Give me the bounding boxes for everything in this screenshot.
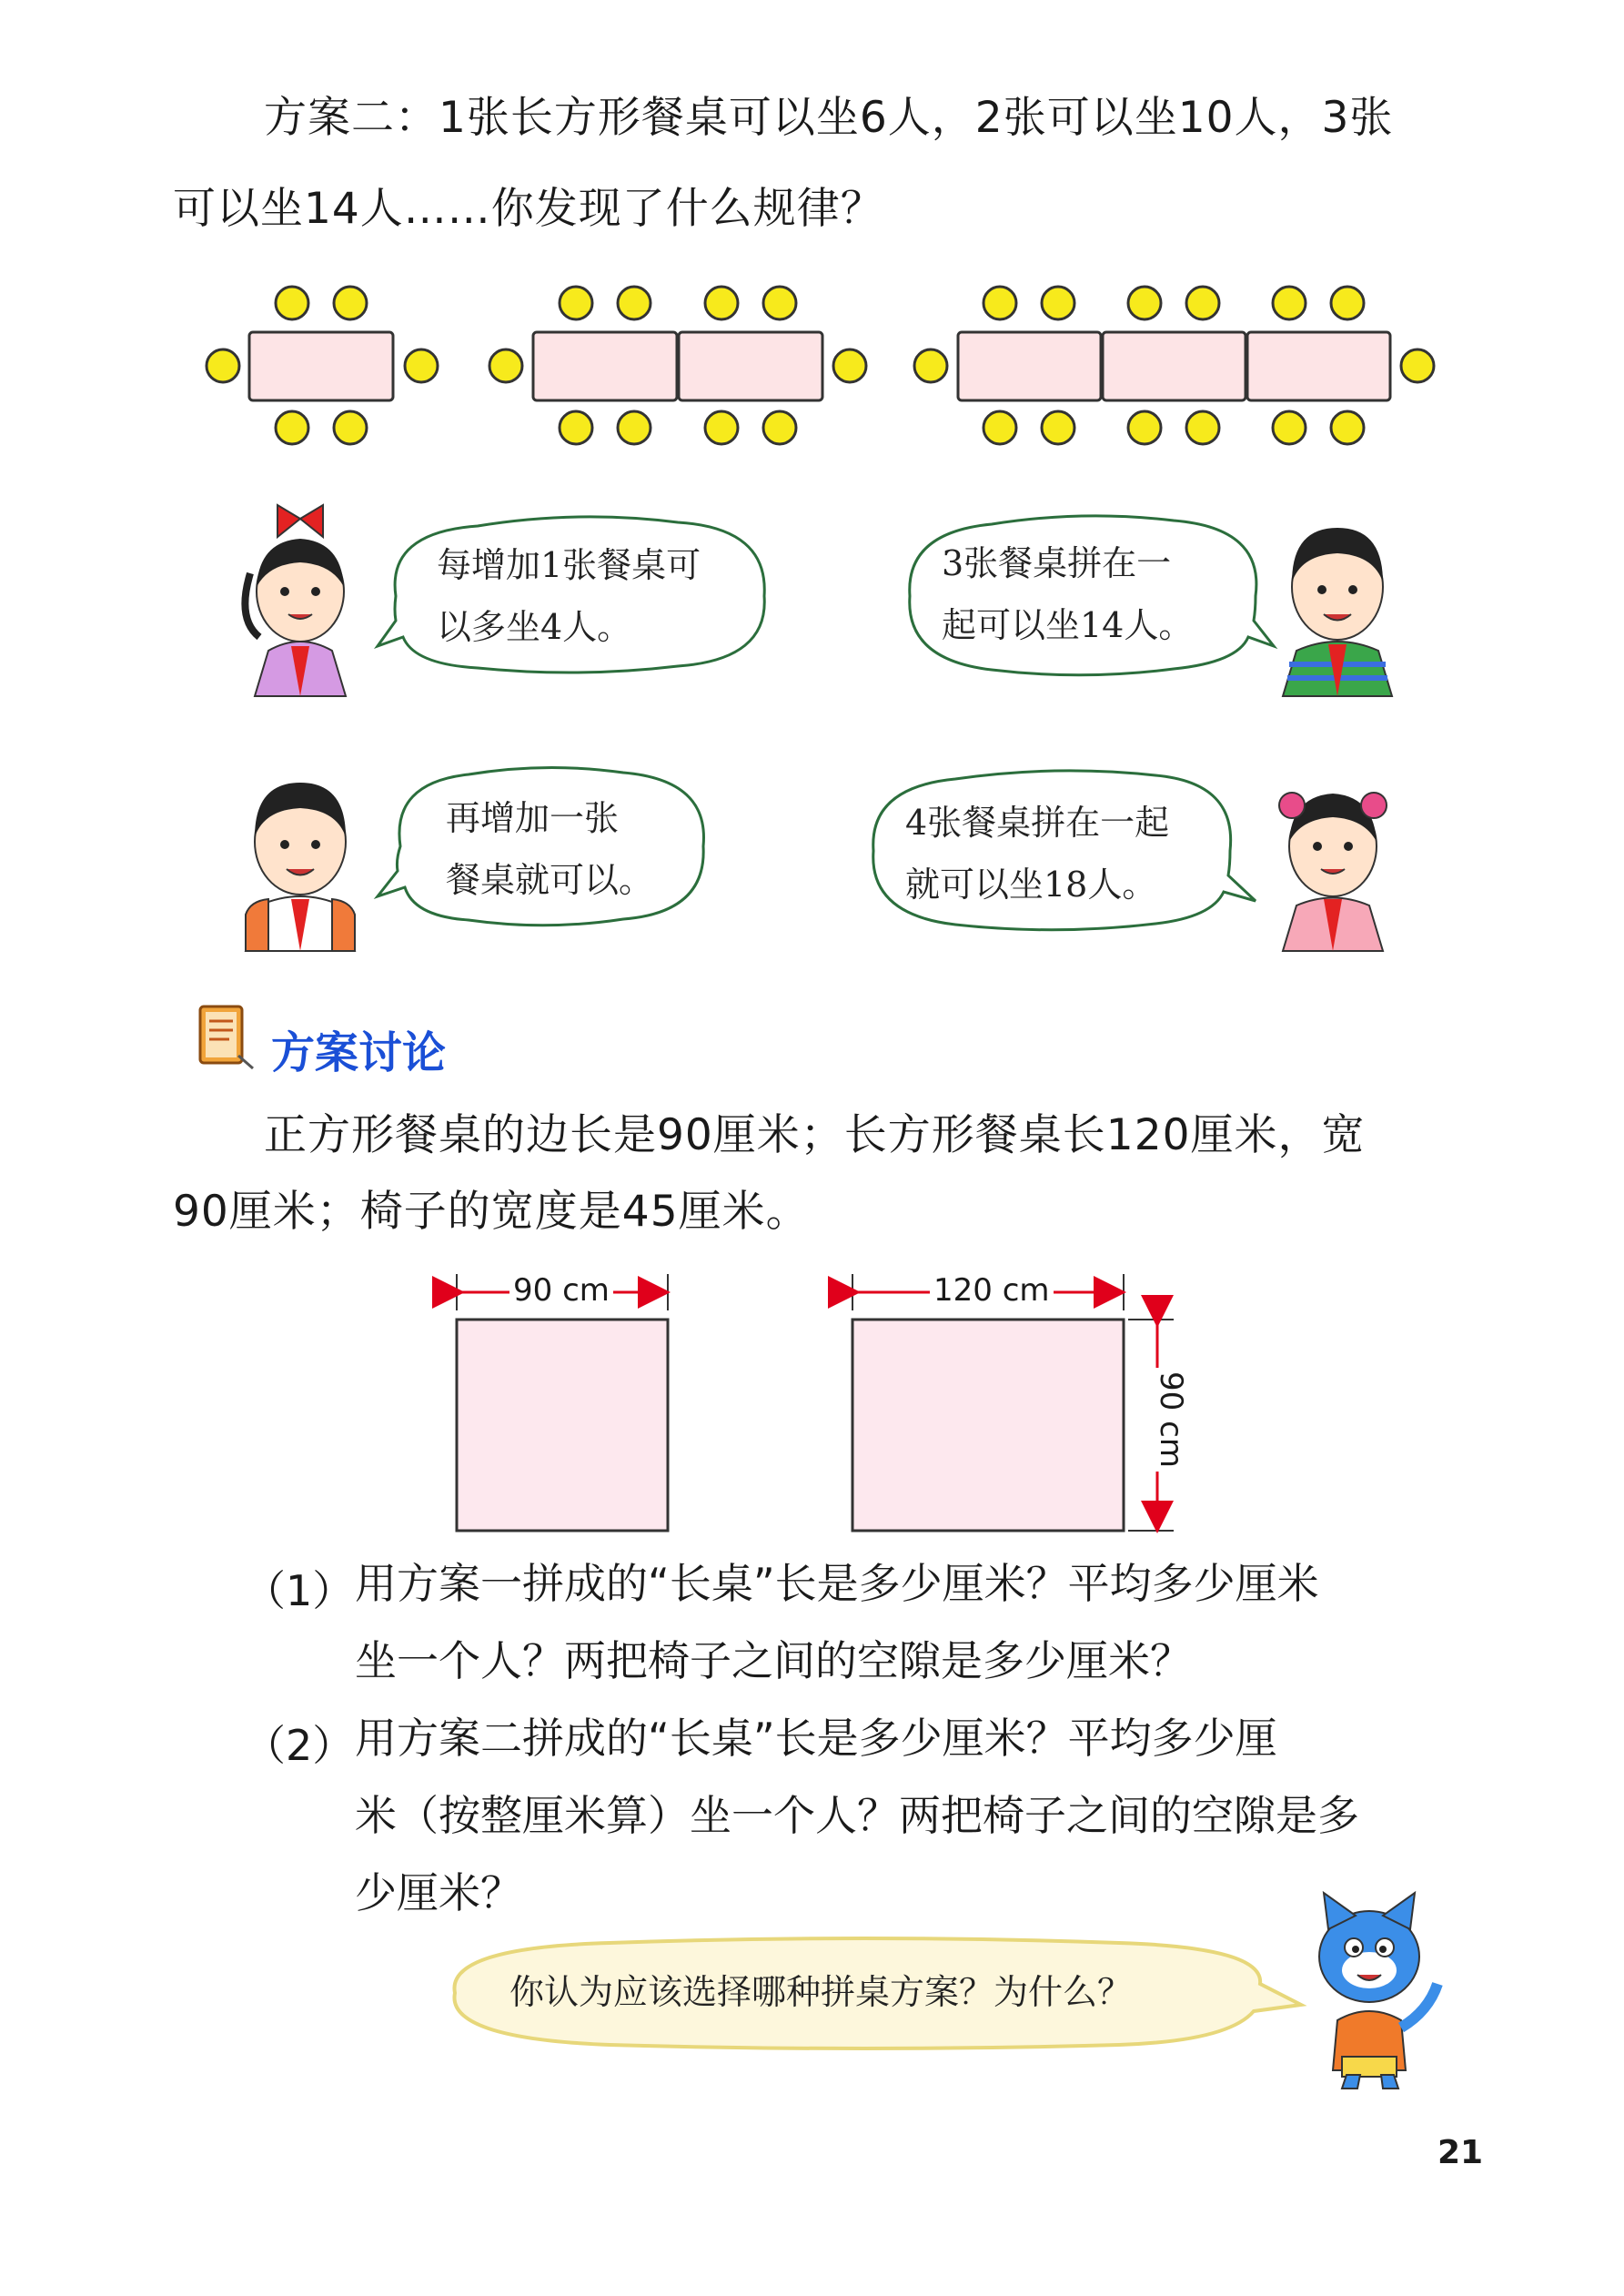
bubble-2-line-1: 3张餐桌拼在一 [942, 543, 1172, 583]
discussion-line-2: 90厘米；椅子的宽度是45厘米。 [173, 1187, 810, 1237]
bubble-2-line-2: 起可以坐14人。 [942, 605, 1194, 645]
section-title: 方案讨论 [271, 1027, 447, 1078]
table-group-3 [914, 287, 1434, 444]
bubble-4-line-2: 就可以坐18人。 [905, 865, 1157, 905]
intro-line-1: 方案二：1张长方形餐桌可以坐6人，2张可以坐10人，3张 [264, 93, 1394, 143]
question-2-line-3: 少厘米？ [355, 1868, 522, 1917]
bubble-3-line-2: 餐桌就可以。 [446, 860, 654, 900]
blue-cat-mascot-illustration [1292, 1884, 1447, 2093]
question-2-line-2: 米（按整厘米算）坐一个人？两把椅子之间的空隙是多 [355, 1791, 1359, 1840]
question-1-number: （1） [244, 1566, 355, 1615]
table-dimension-diagram [0, 1265, 1624, 1538]
question-2-number: （2） [244, 1721, 355, 1770]
table-group-1 [207, 287, 438, 444]
page-number: 21 [1437, 2134, 1484, 2171]
bubble-1-line-2: 以多坐4人。 [437, 607, 632, 647]
boy-striped-shirt-illustration [1269, 501, 1406, 701]
final-bubble-text: 你认为应该选择哪种拼桌方案？为什么？ [509, 1972, 1133, 2012]
boy-orange-shirt-illustration [232, 755, 368, 956]
tables-figure [0, 273, 1624, 455]
question-2-line-1: 用方案二拼成的“长桌”长是多少厘米？平均多少厘 [355, 1714, 1277, 1763]
notebook-icon [193, 1001, 257, 1074]
question-1-line-1: 用方案一拼成的“长桌”长是多少厘米？平均多少厘米 [355, 1559, 1319, 1608]
bubble-3-line-1: 再增加一张 [446, 798, 620, 838]
question-1-line-2: 坐一个人？两把椅子之间的空隙是多少厘米？ [355, 1636, 1192, 1685]
square-side-label: 90 cm [509, 1272, 613, 1309]
intro-line-2: 可以坐14人……你发现了什么规律？ [173, 184, 884, 234]
discussion-line-1: 正方形餐桌的边长是90厘米；长方形餐桌长120厘米，宽 [264, 1110, 1366, 1160]
girl-pink-shirt-illustration [1265, 755, 1401, 956]
bubble-1-line-1: 每增加1张餐桌可 [437, 545, 701, 585]
bubble-4-line-1: 4张餐桌拼在一起 [905, 803, 1170, 843]
girl-red-bow-illustration [232, 501, 368, 701]
square-table [457, 1320, 668, 1531]
table-group-2 [489, 287, 866, 444]
rectangle-table [852, 1320, 1124, 1531]
rect-length-label: 120 cm [930, 1272, 1054, 1309]
rect-width-label: 90 cm [1153, 1368, 1189, 1472]
